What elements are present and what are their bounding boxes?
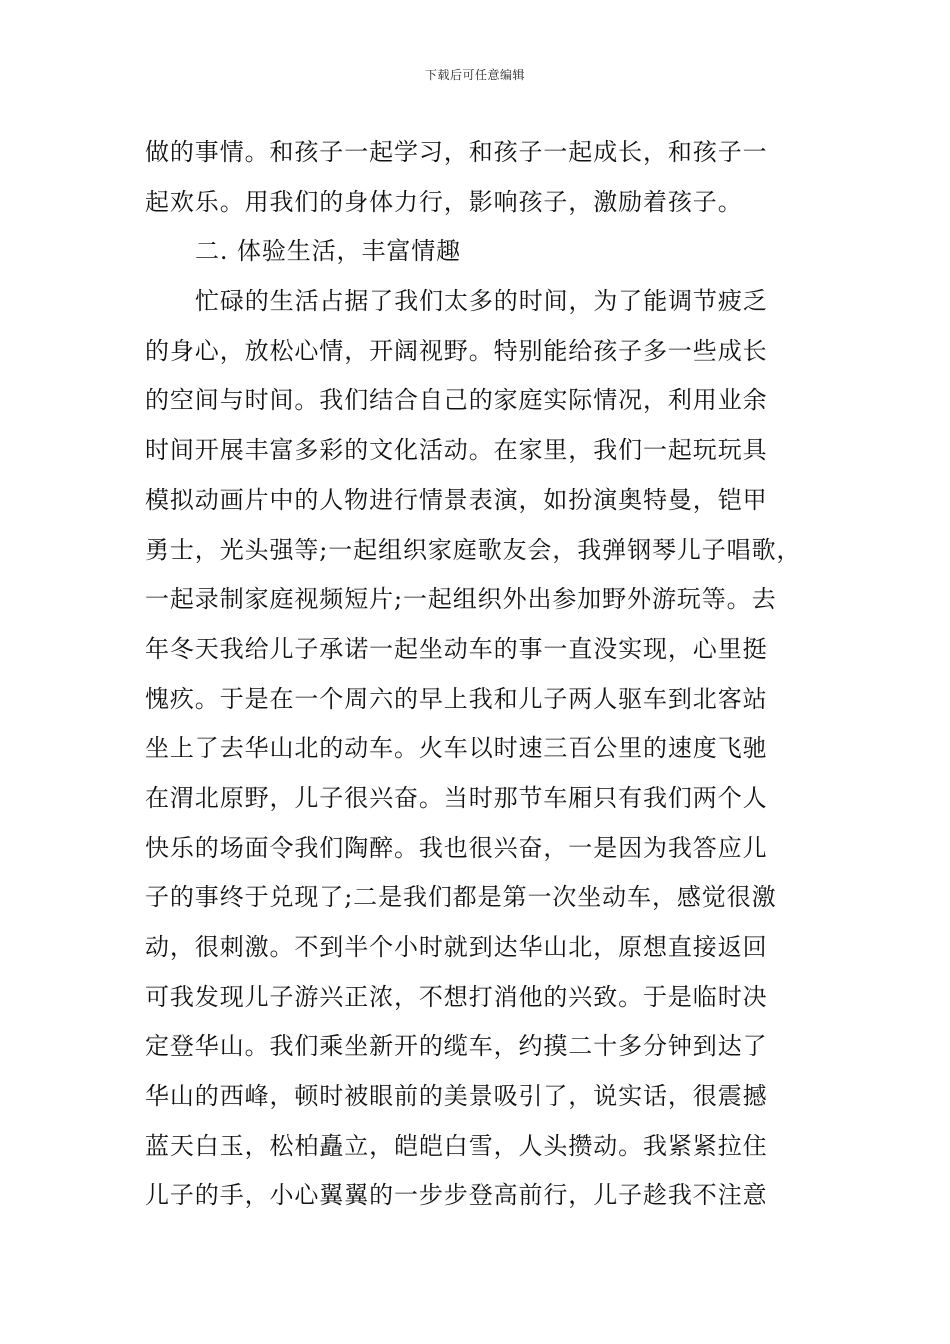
text-line: 的空间与时间。我们结合自己的家庭实际情况，利用业余 — [145, 386, 768, 415]
text-line: 勇士，光头强等;一起组织家庭歌友会，我弹钢琴儿子唱歌， — [145, 535, 802, 564]
text-line: 快乐的场面令我们陶醉。我也很兴奋，一是因为我答应儿 — [145, 833, 768, 862]
text-line: 的身心，放松心情，开阔视野。特别能给孩子多一些成长 — [145, 336, 768, 365]
text-line: 蓝天白玉，松柏矗立，皑皑白雪，人头攒动。我紧紧拉住 — [145, 1131, 768, 1160]
section-heading: 二. 体验生活，丰富情趣 — [195, 237, 462, 266]
text-line: 华山的西峰，顿时被眼前的美景吸引了，说实话，很震撼 — [145, 1082, 768, 1111]
text-line: 愧疚。于是在一个周六的早上我和儿子两人驱车到北客站 — [145, 684, 768, 713]
text-line: 儿子的手，小心翼翼的一步步登高前行，儿子趁我不注意 — [145, 1181, 768, 1210]
text-line: 做的事情。和孩子一起学习，和孩子一起成长，和孩子一 — [145, 138, 768, 166]
text-line: 定登华山。我们乘坐新开的缆车，约摸二十多分钟到达了 — [145, 1032, 768, 1061]
text-line: 年冬天我给儿子承诺一起坐动车的事一直没实现，心里挺 — [145, 634, 768, 663]
body-text — [145, 128, 813, 1221]
page-header: 下载后可任意编辑 — [424, 68, 525, 82]
text-line: 可我发现儿子游兴正浓，不想打消他的兴致。于是临时决 — [145, 982, 768, 1011]
text-line: 一起录制家庭视频短片;一起组织外出参加野外游玩等。去 — [145, 585, 777, 614]
text-line: 动，很刺激。不到半个小时就到达华山北，原想直接返回 — [145, 933, 768, 961]
text-line: 在渭北原野，儿子很兴奋。当时那节车厢只有我们两个人 — [145, 783, 768, 812]
text-line: 忙碌的生活占据了我们太多的时间，为了能调节疲乏 — [195, 287, 768, 316]
text-line: 子的事终于兑现了;二是我们都是第一次坐动车，感觉很激 — [145, 883, 777, 912]
text-line: 时间开展丰富多彩的文化活动。在家里，我们一起玩玩具 — [145, 436, 768, 465]
text-line: 起欢乐。用我们的身体力行，影响孩子，激励着孩子。 — [145, 187, 743, 216]
text-line: 坐上了去华山北的动车。火车以时速三百公里的速度飞驰 — [145, 734, 768, 763]
text-line: 模拟动画片中的人物进行情景表演，如扮演奥特曼，铠甲 — [145, 485, 768, 514]
